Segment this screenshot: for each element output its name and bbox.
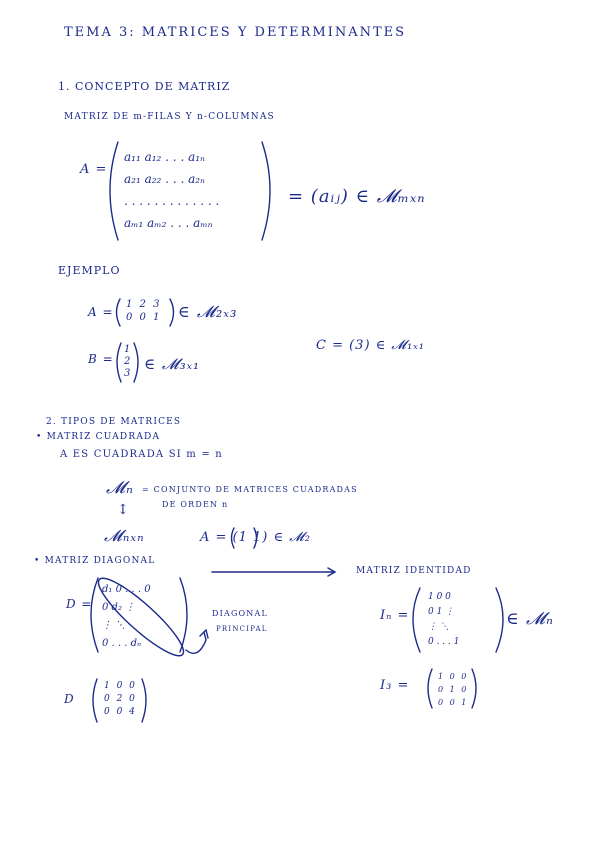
example-a-bracket-left [117,299,121,326]
matrix-row: 1 [124,344,131,355]
general-matrix-row: aₘ₁ aₘ₂ . . . aₘₙ [124,216,213,230]
identity-bracket-left [413,588,420,652]
matrix-row: 0 . . . 1 [428,637,460,647]
example-c: C = (3) ∈ 𝓜₁ₓ₁ [316,338,426,353]
diagonal-note: DIAGONAL [212,609,268,618]
square-example: A = (1 1) ∈ 𝓜₂ [200,530,312,545]
identity-bracket-right [496,588,503,652]
matrix-row: 0 . . . dₙ [102,638,142,649]
mnxn-symbol: 𝓜ₙₓₙ [104,526,145,545]
section-2-heading: 2. TIPOS DE MATRICES [46,417,182,427]
matrix-row: 0 d₂ ⋮ [102,602,136,613]
matrix-row: 0 0 4 [104,707,137,717]
identity-lhs: Iₙ = [380,608,410,623]
matrix-row: ⋮ ⋱ [102,620,126,631]
example-b-matrix [124,344,130,380]
diag-example-matrix [104,680,137,719]
bullet-diagonal-matrix: • MATRIZ DIAGONAL [34,556,156,566]
example-a-matrix [126,298,161,324]
matrix-row: d₁ 0 . . . 0 [102,584,151,595]
bullet-square-matrix: • MATRIZ CUADRADA [36,432,161,442]
matrix-row: 1 2 3 [126,299,162,310]
mn-definition-line-2: DE ORDEN n [162,500,229,509]
example-b-rhs: ∈ 𝓜₃ₓ₁ [144,355,201,373]
curved-arrow [186,630,208,653]
example-b-bracket-left [117,343,121,382]
mn-definition-line-1: = CONJUNTO DE MATRICES CUADRADAS [142,485,358,494]
general-matrix-body [124,146,219,234]
matrix-row: 1 0 0 [104,681,137,691]
example-a-bracket-right [170,299,174,326]
matrix-row: 3 [124,368,131,379]
matrix-row: 0 0 1 [438,698,469,707]
matrix-row: 0 1 0 [438,685,469,694]
long-arrow [212,568,335,576]
diag-example-lhs: D [64,692,75,706]
page-title: TEMA 3: MATRICES Y DETERMINANTES [64,25,407,40]
diag-bracket-right [180,578,187,652]
matrix-row: 1 0 0 [428,592,451,602]
example-a-lhs: A = [88,305,114,319]
identity-rhs: ∈ 𝓜ₙ [506,609,554,629]
matrix-row: ⋮ ⋱ [428,622,449,632]
matrix-bracket-left [110,142,118,240]
identity-example-bracket-left [428,669,432,708]
example-b-bracket-right [134,343,138,382]
matrix-row: 0 2 0 [104,694,137,704]
matrix-row: 1 0 0 [438,672,469,681]
diag-example-bracket-left [93,679,97,722]
identity-matrix-label: MATRIZ IDENTIDAD [356,566,472,576]
matrix-row: 0 1 ⋮ [428,607,455,617]
diag-matrix-lhs: D = [66,597,93,611]
identity-example-matrix [438,670,468,709]
matrix-row: 2 [124,356,131,367]
identity-example-bracket-right [472,669,476,708]
identity-example-lhs: I₃ = [380,678,410,693]
mn-symbol: 𝓜ₙ [106,478,134,498]
section-1-heading: 1. CONCEPTO DE MATRIZ [58,80,231,93]
diag-matrix-body [102,581,151,653]
vertical-arrow-icon: ↕ [117,502,130,518]
general-matrix-row: a₂₁ a₂₂ . . . a₂ₙ [124,172,205,186]
example-b-lhs: B = [88,352,114,366]
general-matrix-notation: = (aᵢⱼ) ∈ 𝓜ₘₓₙ [288,186,426,207]
general-matrix-row: a₁₁ a₁₂ . . . a₁ₙ [124,150,205,164]
general-matrix-name: A = [80,162,108,177]
matrix-bracket-right [262,142,270,240]
diag-bracket-left [91,578,98,652]
example-heading: EJEMPLO [58,264,121,277]
matrix-row: 0 0 1 [126,312,162,323]
square-condition: A ES CUADRADA SI m = n [60,449,223,460]
diag-example-bracket-right [142,679,146,722]
example-a-rhs: ∈ 𝓜₂ₓ₃ [178,302,238,321]
general-matrix-row: . . . . . . . . . . . . . [124,194,220,208]
section-1-subheading: MATRIZ DE m-FILAS Y n-COLUMNAS [64,112,275,122]
identity-matrix-body [428,590,459,650]
principal-note: PRINCIPAL [216,625,268,633]
